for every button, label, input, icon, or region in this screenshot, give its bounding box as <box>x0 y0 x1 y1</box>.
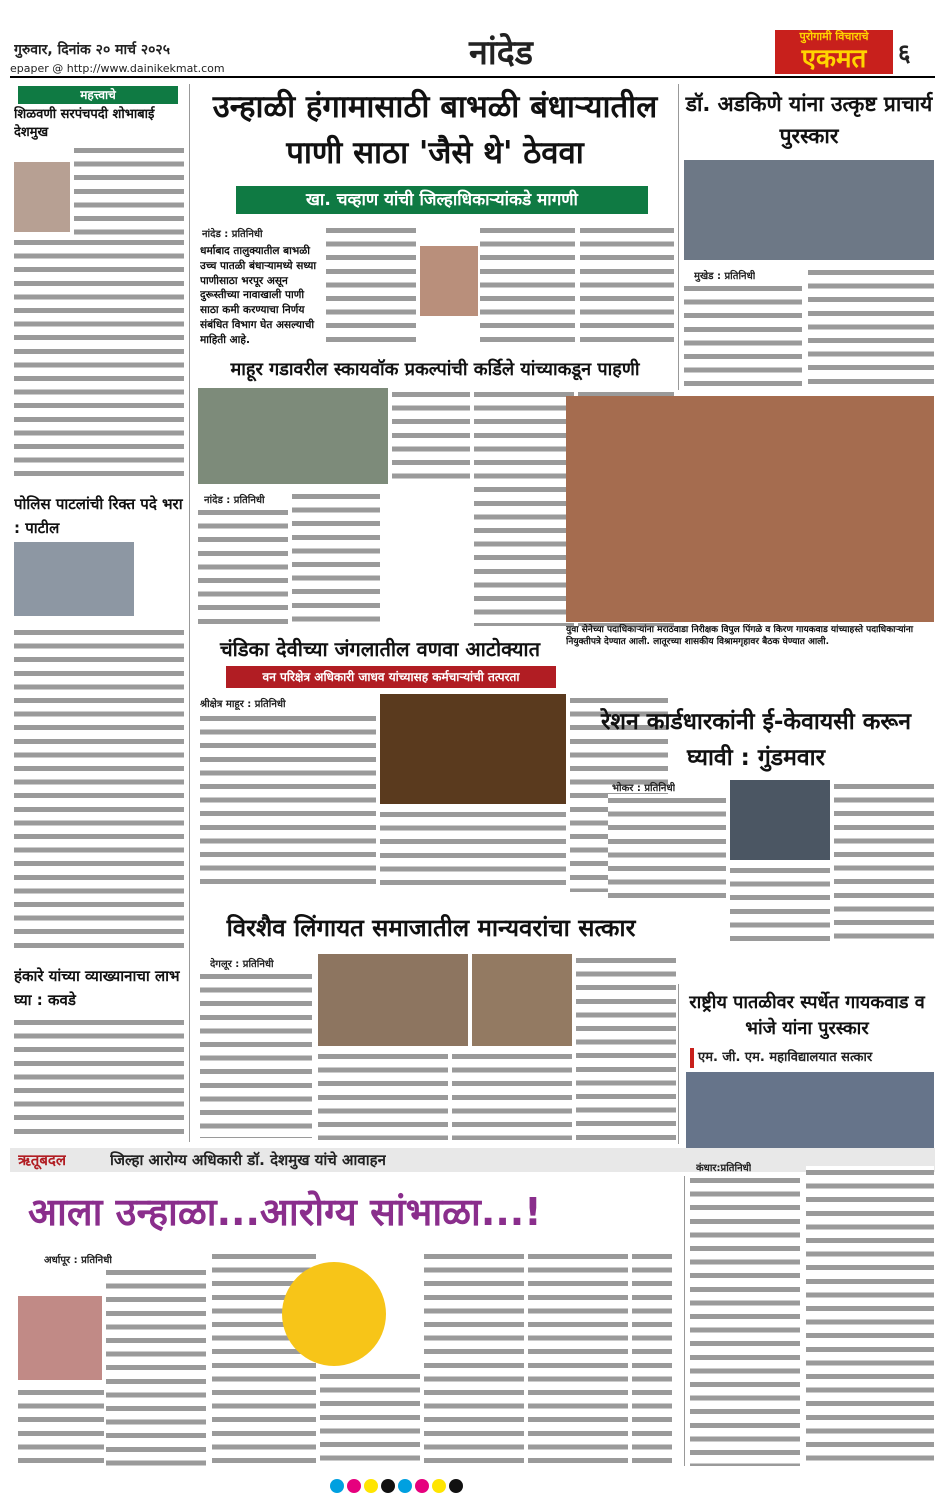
lingayat-text-col3 <box>452 1050 572 1140</box>
ration-text-col1 <box>608 794 726 898</box>
sidebar-story3-title: हंकारे यांच्या व्याख्यानाचा लाभ घ्या : कवडे <box>14 967 180 1009</box>
logo-tagline: पुरोगामी विचाराचे <box>799 30 869 43</box>
sidebar-story2-text <box>14 626 184 954</box>
forest-text-col1 <box>200 712 376 892</box>
doctor-photo <box>18 1296 102 1380</box>
health-text-col1 <box>106 1266 206 1466</box>
lead-highlight: धर्माबाद तालुक्यातील बाभळी उच्च पातळी बंधाऱ्यामध्ये सध्या पाणीसाठा भरपूर असून दुरूस्तीच्या नावाखाली पाणी साठा कमी करण्याचा निर्णय संबंधित विभाग घेत असल्याची माहिती आहे. <box>200 245 317 346</box>
national-text-col2 <box>806 1166 934 1466</box>
header-rule <box>10 76 935 78</box>
award-photo <box>684 160 934 260</box>
registration-marks <box>330 1478 630 1494</box>
award-text-col1 <box>684 282 802 388</box>
youth-sena-caption: युवा सेनेच्या पदाधिकाऱ्यांना मराठवाडा निरीक्षक विपुल पिंगळे व किरण गायकवाड यांच्याहस्ते पदाधिकाऱ्यांना नियुक्तीपत्रे देण्यात आली. लातूरच्या शासकीय विश्रामगृहावर बैठक घेण्यात आली. <box>566 625 914 647</box>
lead-headline: उन्हाळी हंगामासाठी बाभळी बंधाऱ्यातील पाणी साठा 'जैसे थे' ठेववा <box>212 89 658 171</box>
skywalk-text-col3 <box>292 490 380 626</box>
national-byline: कंधार:प्रतिनिधी <box>696 1163 752 1174</box>
police-patil-photo <box>14 542 134 616</box>
forest-text-col2 <box>380 808 566 892</box>
lead-byline: नांदेड : प्रतिनिधी <box>202 229 263 240</box>
sidebar-story1-text <box>74 144 184 236</box>
page-number: ६ <box>898 39 911 67</box>
health-text-col6 <box>632 1250 672 1466</box>
lead-text-col2 <box>326 224 416 350</box>
lingayat-text-col2 <box>318 1050 448 1140</box>
forest-fire-photo <box>380 694 566 804</box>
logo-text: एकमत <box>801 44 867 74</box>
skywalk-byline: नांदेड : प्रतिनिधी <box>204 495 265 506</box>
sarpanch-photo <box>14 162 70 232</box>
health-kicker: ऋतूबदल <box>18 1151 67 1169</box>
sidebar <box>10 84 190 1142</box>
lead-text-col4 <box>580 224 674 350</box>
sidebar-story1-title: शिळवणी सरपंचपदी शोभाबाई देशमुख <box>14 107 155 140</box>
health-strip <box>10 1148 935 1172</box>
award-byline: मुखेड : प्रतिनिधी <box>694 271 756 282</box>
ration-text-col2 <box>834 780 934 944</box>
skywalk-text-col2 <box>198 506 288 626</box>
health-text-col1b <box>18 1386 104 1466</box>
lingayat-headline: विरशैव लिंगायत समाजातील मान्यवरांचा सत्कार <box>226 914 636 942</box>
lingayat-byline: देगलूर : प्रतिनिधी <box>210 959 274 970</box>
sidebar-story2-title: पोलिस पाटलांची रिक्त पदे भरा : पाटील <box>14 495 183 537</box>
skywalk-photo <box>198 388 388 484</box>
sidebar-story3-text <box>14 1016 184 1138</box>
sun-illustration <box>282 1262 386 1366</box>
ration-text-col3 <box>730 864 830 944</box>
health-headline: आला उन्हाळा...आरोग्य सांभाळा...! <box>28 1190 542 1234</box>
column-rule <box>678 84 679 390</box>
forest-headline: चंडिका देवीच्या जंगलातील वणवा आटोक्यात <box>219 637 541 661</box>
lead-subheadline: खा. चव्हाण यांची जिल्हाधिकाऱ्यांकडे मागणी <box>236 186 648 214</box>
sidebar-story1-text2 <box>14 236 184 482</box>
column-rule <box>678 984 679 1144</box>
lead-text-col3 <box>480 224 575 350</box>
lingayat-photo-1 <box>318 954 468 1046</box>
column-rule <box>684 1176 685 1466</box>
ration-byline: भोकर : प्रतिनिधी <box>612 783 676 794</box>
health-text-col4 <box>424 1250 524 1466</box>
health-text-col5 <box>528 1250 628 1466</box>
national-text-col1 <box>690 1174 800 1466</box>
national-award-photo <box>686 1072 934 1158</box>
lingayat-photo-2 <box>472 954 572 1046</box>
page-title: नांदेड <box>469 33 533 68</box>
award-headline: डॉ. अडकिणे यांना उत्कृष्ट प्राचार्य पुरस्कार <box>685 92 933 148</box>
masthead-logo <box>775 30 893 74</box>
skywalk-text-col4 <box>474 388 574 626</box>
issue-date: गुरुवार, दिनांक २० मार्च २०२५ <box>14 42 170 58</box>
sidebar-label: महत्त्वाचे <box>18 86 178 104</box>
epaper-link[interactable]: epaper @ http://www.dainikekmat.com <box>10 62 225 75</box>
award-text-col2 <box>808 266 934 388</box>
skywalk-headline: माहूर गडावरील स्कायवॉक प्रकल्पांची कर्डिले यांच्याकडून पाहणी <box>230 359 640 380</box>
forest-byline: श्रीक्षेत्र माहूर : प्रतिनिधी <box>200 699 286 710</box>
ekyc-photo <box>730 780 830 860</box>
skywalk-text-col1 <box>392 388 470 486</box>
lingayat-text-col4 <box>576 954 676 1140</box>
forest-subheadline: वन परिक्षेत्र अधिकारी जाधव यांच्यासह कर्मचाऱ्यांची तत्परता <box>226 666 556 688</box>
health-strip-text: जिल्हा आरोग्य अधिकारी डॉ. देशमुख यांचे आवाहन <box>110 1151 386 1169</box>
health-byline: अर्धापूर : प्रतिनिधी <box>44 1255 112 1266</box>
ration-headline: रेशन कार्डधारकांनी ई-केवायसी करून घ्यावी : गुंडमवार <box>600 709 911 771</box>
youth-sena-photo <box>566 396 934 622</box>
mp-photo <box>420 246 478 316</box>
health-text-col3 <box>320 1370 420 1466</box>
national-headline: राष्ट्रीय पातळीवर स्पर्धेत गायकवाड व भांजे यांना पुरस्कार <box>689 992 925 1039</box>
lingayat-text-col1 <box>200 970 312 1138</box>
national-subheadline: एम. जी. एम. महाविद्यालयात सत्कार <box>690 1048 934 1068</box>
